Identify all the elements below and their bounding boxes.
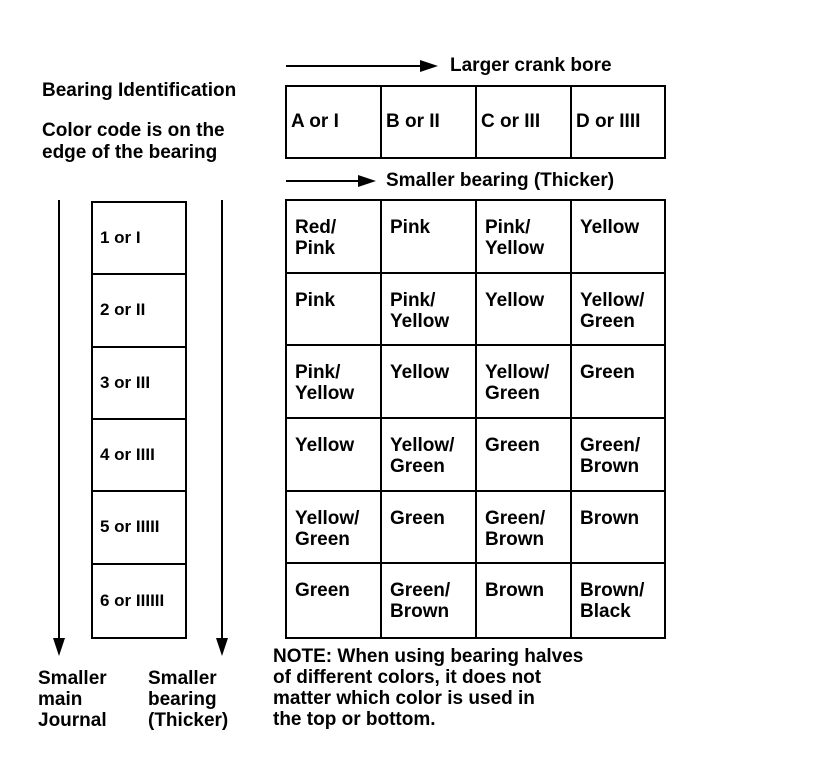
bearing-color-cell: Pink bbox=[382, 201, 477, 274]
color-code-note: Color code is on the edge of the bearing bbox=[42, 120, 225, 163]
bearing-halves-note: NOTE: When using bearing halves of different colors, it does not matter which color is used in the top or bottom. bbox=[273, 646, 584, 730]
bearing-color-cell: Green bbox=[382, 492, 477, 565]
smaller-main-journal-label: Smaller main Journal bbox=[38, 668, 107, 731]
journal-code-6: 6 or IIIIII bbox=[100, 590, 165, 610]
larger-crank-bore-arrow-head bbox=[420, 60, 438, 72]
crank-bore-code-d: D or IIII bbox=[576, 111, 641, 132]
bearing-color-cell: Brown/ Black bbox=[580, 580, 645, 623]
bearing-color-cell: Brown bbox=[572, 492, 664, 565]
bearing-color-cell: Green bbox=[287, 564, 382, 637]
bearing-color-cell: Yellow bbox=[287, 419, 382, 492]
bearing-color-cell: Green/ Brown bbox=[572, 419, 664, 492]
smaller-main-journal-arrow-head bbox=[53, 638, 65, 656]
journal-code-3: 3 or III bbox=[93, 348, 185, 420]
bearing-color-cell: Pink/ Yellow bbox=[477, 201, 572, 274]
bearing-color-cell: Yellow bbox=[382, 346, 477, 419]
journal-code-5: 5 or IIIII bbox=[93, 492, 185, 564]
bearing-color-cell: Green/ Brown bbox=[477, 492, 572, 565]
bearing-color-cell: Pink/ Yellow bbox=[287, 346, 382, 419]
crank-bore-code-a: A or I bbox=[287, 87, 382, 157]
smaller-bearing-top-label: Smaller bearing (Thicker) bbox=[386, 170, 615, 191]
bearing-color-cell: Brown bbox=[477, 564, 572, 637]
larger-crank-bore-label: Larger crank bore bbox=[450, 55, 612, 76]
crank-bore-code-table bbox=[285, 85, 666, 159]
journal-code-table bbox=[91, 201, 187, 639]
journal-code-2: 2 or II bbox=[93, 275, 185, 347]
bearing-color-cell: Pink/ Yellow bbox=[382, 274, 477, 347]
bearing-color-cell: Red/ Pink bbox=[287, 201, 382, 274]
bearing-color-cell: Yellow/ Green bbox=[572, 274, 664, 347]
smaller-bearing-label: Smaller bearing (Thicker) bbox=[148, 668, 229, 731]
bearing-identification-title: Bearing Identification bbox=[42, 80, 237, 101]
bearing-color-cell: Green bbox=[477, 419, 572, 492]
bearing-color-cell: Green/ Brown bbox=[382, 564, 477, 637]
bearing-color-cell: Pink bbox=[287, 274, 382, 347]
smaller-bearing-vertical-arrow-head bbox=[216, 638, 228, 656]
crank-bore-code-c: C or III bbox=[477, 87, 572, 157]
bearing-color-cell: Yellow/ Green bbox=[477, 346, 572, 419]
bearing-color-cell: Yellow bbox=[572, 201, 664, 274]
smaller-bearing-arrow-head bbox=[358, 175, 376, 187]
bearing-color-cell: Green bbox=[572, 346, 664, 419]
bearing-color-cell: Yellow/ Green bbox=[382, 419, 477, 492]
crank-bore-code-b: B or II bbox=[382, 87, 477, 157]
journal-code-1: 1 or I bbox=[93, 203, 185, 275]
journal-code-4: 4 or IIII bbox=[93, 420, 185, 492]
bearing-color-cell: Yellow bbox=[477, 274, 572, 347]
bearing-color-cell: Yellow/ Green bbox=[287, 492, 382, 565]
bearing-color-table bbox=[285, 199, 666, 639]
